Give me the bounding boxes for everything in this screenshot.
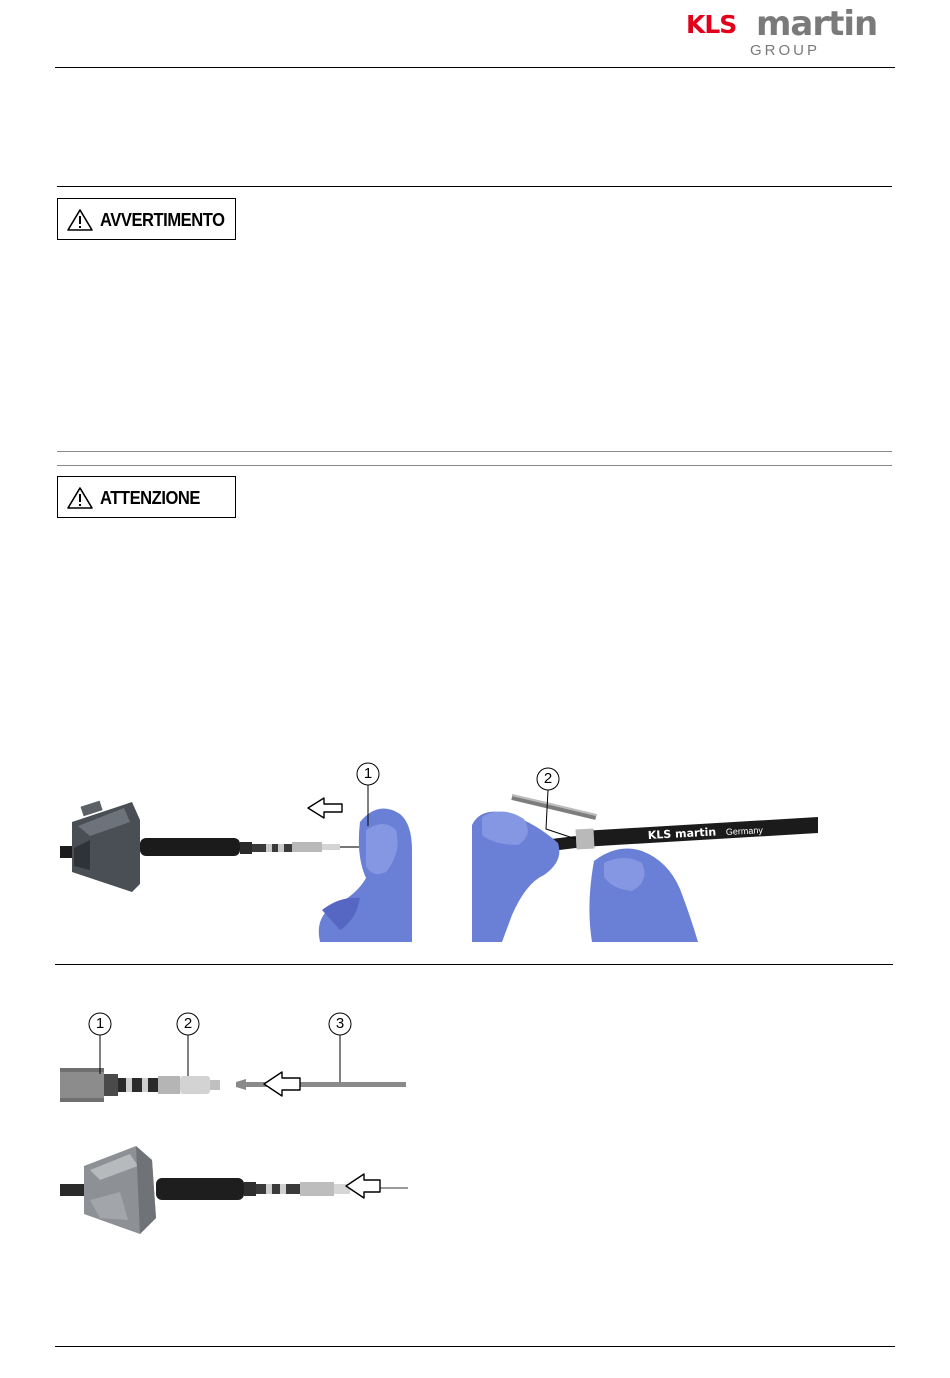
warning-triangle-icon	[66, 486, 94, 510]
shaft-country-text: Germany	[725, 825, 764, 837]
logo-martin: martin	[756, 4, 878, 44]
left-arrow-icon	[346, 1174, 380, 1198]
instrument-handle	[84, 1146, 156, 1234]
glove	[472, 811, 559, 942]
callout-2: 2	[183, 1015, 193, 1032]
kls-martin-logo	[686, 4, 896, 60]
instrument-shaft	[156, 1178, 244, 1200]
warning-badge	[57, 198, 236, 240]
caution-badge	[57, 476, 236, 518]
inner-rod	[236, 1082, 406, 1087]
warning-triangle-icon	[66, 208, 94, 232]
shaft-brand-text: KLS martin	[647, 825, 717, 842]
coupling-sleeve	[180, 1076, 210, 1094]
instrument-shaft	[140, 838, 240, 856]
callout-1: 1	[363, 765, 373, 782]
left-arrow-icon	[308, 798, 342, 818]
caution-top-rule	[57, 465, 892, 466]
logo-kls: KLS	[686, 10, 737, 39]
caution-label: ATTENZIONE	[100, 488, 200, 508]
warning-top-rule	[57, 186, 892, 187]
figure-instrument-pull	[60, 760, 412, 942]
warning-bottom-rule	[57, 451, 892, 452]
figure-instrument-grip	[472, 765, 822, 942]
glove	[319, 809, 412, 942]
figure-assembled-instrument	[60, 1140, 410, 1240]
header-rule	[55, 67, 895, 68]
logo-group: GROUP	[750, 42, 821, 59]
callout-1: 1	[95, 1015, 105, 1032]
callout-2: 2	[543, 770, 553, 787]
callout-leader	[546, 790, 576, 839]
footer-rule	[55, 1346, 895, 1347]
section-rule	[55, 964, 893, 965]
warning-label: AVVERTIMENTO	[100, 210, 225, 230]
instrument-handle	[72, 801, 140, 892]
figure-components	[60, 1008, 410, 1108]
glove	[589, 849, 698, 942]
left-arrow-icon	[264, 1072, 300, 1096]
callout-3: 3	[335, 1015, 345, 1032]
